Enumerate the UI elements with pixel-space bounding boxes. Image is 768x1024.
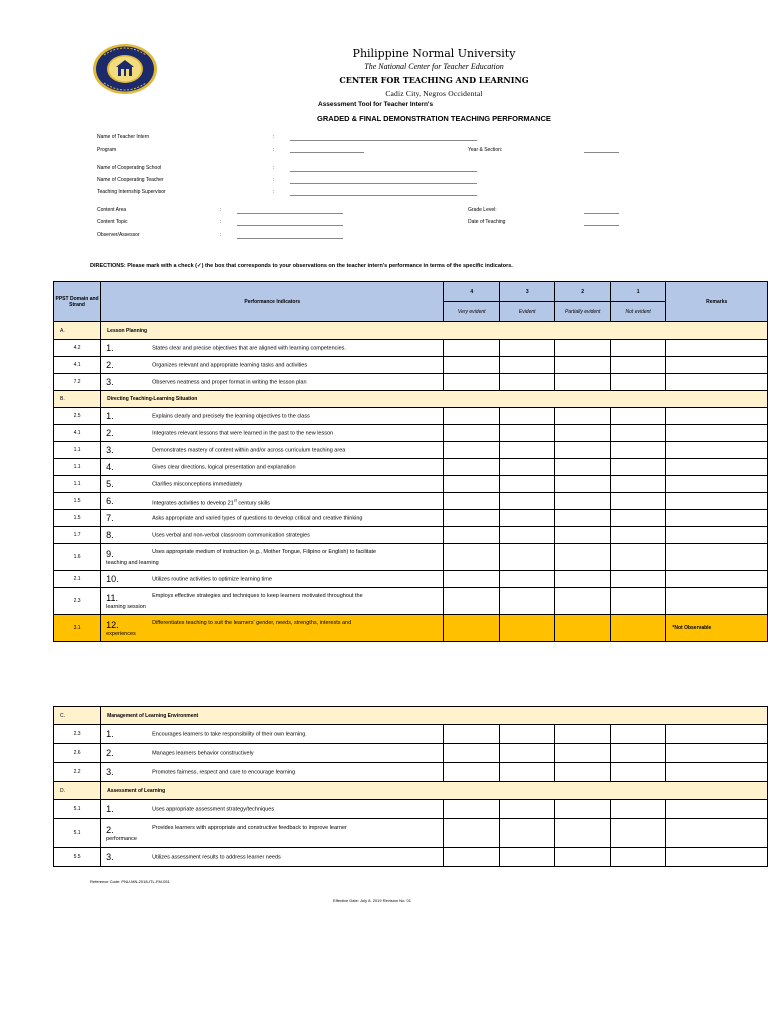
rating-cell-2[interactable] <box>555 763 610 782</box>
section-title: Management of Learning Environment <box>101 707 768 725</box>
indicator-text: Uses appropriate assessment strategy/techniques <box>152 806 275 813</box>
rating-cell-3[interactable] <box>499 744 554 763</box>
indicator-text: Differentiates teaching to suit the learners' gender, needs, strengths, interests and <box>152 620 352 626</box>
indicator-text: Provides learners with appropriate and constructive feedback to improve learner <box>152 825 347 831</box>
indicator-text: Manages learners behavior constructively <box>152 750 254 757</box>
rating-cell-2[interactable] <box>555 459 610 476</box>
rating-cell-1[interactable] <box>610 425 665 442</box>
rating-cell-1[interactable] <box>610 763 665 782</box>
table-row <box>54 571 768 588</box>
rating-cell-1[interactable] <box>610 459 665 476</box>
rating-cell-2[interactable] <box>555 571 610 588</box>
rating-cell-3[interactable] <box>499 459 554 476</box>
rating-cell-4[interactable] <box>444 571 499 588</box>
rating-cell-2[interactable] <box>555 615 610 642</box>
table-row <box>54 744 768 763</box>
remarks-cell[interactable] <box>666 357 768 374</box>
item-number: 1. <box>106 804 114 814</box>
section-b-row <box>54 391 768 408</box>
rating-cell-1[interactable] <box>610 493 665 510</box>
field-label-coop-teacher: Name of Cooperating Teacher <box>97 177 164 183</box>
remarks-cell[interactable] <box>666 819 768 848</box>
rating-cell-3[interactable] <box>499 357 554 374</box>
indicator-text: Observes neatness and proper format in writing the lesson plan <box>152 379 307 386</box>
university-seal-logo <box>92 43 158 95</box>
remarks-cell[interactable] <box>666 425 768 442</box>
rating-cell-3[interactable] <box>499 800 554 819</box>
section-d-row <box>54 782 768 800</box>
table-row <box>54 493 768 510</box>
table-row <box>54 544 768 571</box>
scale-2-header: 2 <box>555 282 610 302</box>
indicator-text-wrap: experiences <box>106 630 136 637</box>
item-number: 4. <box>106 462 114 472</box>
rating-cell-2[interactable] <box>555 493 610 510</box>
rating-cell-2[interactable] <box>555 425 610 442</box>
form-title: GRADED & FINAL DEMONSTRATION TEACHING PERFORMANCE <box>317 114 551 123</box>
item-number: 1. <box>106 411 114 421</box>
item-number: 12. <box>106 619 119 630</box>
table-row <box>54 340 768 357</box>
remarks-cell[interactable] <box>666 848 768 867</box>
ppst-code: 5.1 <box>54 800 101 819</box>
ppst-code: 1.5 <box>54 510 101 527</box>
ppst-code: 1.1 <box>54 442 101 459</box>
remarks-cell[interactable] <box>666 744 768 763</box>
performance-indicators-header: Performance Indicators <box>101 282 444 322</box>
rating-cell-4[interactable] <box>444 357 499 374</box>
indicator-text: Promotes fairness, respect and care to encourage learning <box>152 769 296 776</box>
effective-date: Effective Date: July 8, 2019 Revision No. 01 <box>333 898 411 903</box>
field-line-content-area[interactable] <box>237 213 343 214</box>
rating-cell-3[interactable] <box>499 588 554 615</box>
ppst-code: 7.2 <box>54 374 101 391</box>
center-title: CENTER FOR TEACHING AND LEARNING <box>339 75 529 85</box>
field-line-supervisor[interactable] <box>290 195 477 196</box>
remarks-cell[interactable]: *Not Observable <box>666 615 768 642</box>
table-row <box>54 357 768 374</box>
ppst-code: 1.1 <box>54 459 101 476</box>
field-line-grade-level[interactable] <box>584 213 619 214</box>
performance-table-part2 <box>53 706 768 867</box>
section-letter: D. <box>54 782 101 800</box>
field-colon: : <box>220 232 222 238</box>
field-label-year-section: Year & Section: <box>468 147 503 153</box>
field-line-intern-name[interactable] <box>290 140 477 141</box>
rating-cell-2[interactable] <box>555 800 610 819</box>
indicator-text: Uses appropriate medium of instruction (e.g., Mother Tongue, Filipino or English) to facilitate <box>152 549 377 555</box>
rating-cell-1[interactable] <box>610 527 665 544</box>
table-row-highlighted <box>54 615 768 642</box>
field-label-grade-level: Grade Level: <box>468 207 497 213</box>
performance-table-part1 <box>53 281 768 642</box>
section-letter: B. <box>54 391 101 408</box>
ppst-code: 1.1 <box>54 476 101 493</box>
field-colon: : <box>220 219 222 225</box>
item-number: 5. <box>106 479 114 489</box>
field-line-date-teaching[interactable] <box>584 225 619 226</box>
item-number: 8. <box>106 530 114 540</box>
rating-cell-3[interactable] <box>499 571 554 588</box>
ppst-code: 2.3 <box>54 588 101 615</box>
section-letter: A. <box>54 322 101 340</box>
ppst-header: PPST Domain and Strand <box>54 282 101 322</box>
rating-cell-3[interactable] <box>499 510 554 527</box>
remarks-cell[interactable] <box>666 459 768 476</box>
rating-cell-4[interactable] <box>444 763 499 782</box>
indicator-text: Gives clear directions, logical presentation and explanation <box>152 464 296 471</box>
city-location: Cadiz City, Negros Occidental <box>385 89 483 98</box>
ppst-code: 2.5 <box>54 408 101 425</box>
reference-code: Reference Code: PNU-MN-2018-ITL-FM-051 <box>90 879 170 884</box>
directions-text: DIRECTIONS: Please mark with a check (✓) the box that corresponds to your observations on the teacher intern's performance in terms of the specific indicators. <box>90 263 513 269</box>
field-colon: : <box>273 165 275 171</box>
rating-cell-3[interactable] <box>499 544 554 571</box>
rating-cell-1[interactable] <box>610 340 665 357</box>
rating-cell-4[interactable] <box>444 615 499 642</box>
rating-cell-3[interactable] <box>499 725 554 744</box>
field-line-program[interactable] <box>290 152 364 153</box>
field-colon: : <box>273 134 275 140</box>
rating-cell-1[interactable] <box>610 476 665 493</box>
item-number: 3. <box>106 852 114 862</box>
table-row <box>54 510 768 527</box>
remarks-cell[interactable] <box>666 510 768 527</box>
rating-cell-1[interactable] <box>610 374 665 391</box>
item-number: 6. <box>106 496 114 506</box>
remarks-cell[interactable] <box>666 374 768 391</box>
ppst-code: 1.7 <box>54 527 101 544</box>
indicator-text: Asks appropriate and varied types of questions to develop critical and creative thinking <box>152 515 363 522</box>
rating-cell-4[interactable] <box>444 476 499 493</box>
field-label-date-teaching: Date of Teaching <box>468 219 506 225</box>
table-row <box>54 819 768 848</box>
rating-cell-2[interactable] <box>555 819 610 848</box>
field-label-content-area: Content Area <box>97 207 127 213</box>
ppst-code: 4.2 <box>54 340 101 357</box>
field-colon: : <box>220 207 222 213</box>
rating-cell-4[interactable] <box>444 374 499 391</box>
remarks-cell[interactable] <box>666 800 768 819</box>
rating-cell-4[interactable] <box>444 527 499 544</box>
rating-cell-4[interactable] <box>444 819 499 848</box>
scale-evident-label: Evident <box>499 302 554 322</box>
rating-cell-3[interactable] <box>499 763 554 782</box>
indicator-text-wrap: learning session <box>106 603 146 610</box>
rating-cell-3[interactable] <box>499 476 554 493</box>
field-label-program: Program <box>97 147 117 153</box>
rating-cell-1[interactable] <box>610 571 665 588</box>
field-line-year-section[interactable] <box>584 152 619 153</box>
rating-cell-3[interactable] <box>499 819 554 848</box>
ppst-code: 4.1 <box>54 425 101 442</box>
rating-cell-3[interactable] <box>499 340 554 357</box>
item-number: 3. <box>106 377 114 387</box>
rating-cell-2[interactable] <box>555 510 610 527</box>
ppst-code: 2.1 <box>54 571 101 588</box>
rating-cell-3[interactable] <box>499 408 554 425</box>
rating-cell-1[interactable] <box>610 744 665 763</box>
rating-cell-4[interactable] <box>444 442 499 459</box>
remarks-cell[interactable] <box>666 571 768 588</box>
rating-cell-3[interactable] <box>499 425 554 442</box>
item-number: 2. <box>106 360 114 370</box>
item-number: 1. <box>106 343 114 353</box>
section-title: Directing Teaching-Learning Situation <box>101 391 768 408</box>
field-line-coop-teacher[interactable] <box>290 183 477 184</box>
remarks-cell[interactable] <box>666 763 768 782</box>
indicator-text: Demonstrates mastery of content within and/or across curriculum teaching area <box>152 447 346 454</box>
field-label-coop-school: Name of Cooperating School <box>97 165 162 171</box>
field-line-coop-school[interactable] <box>290 171 477 172</box>
rating-cell-2[interactable] <box>555 357 610 374</box>
scale-not-evident-label: Not evident <box>610 302 665 322</box>
indicator-text: Clarifies misconceptions immediately <box>152 481 243 488</box>
ppst-code: 1.6 <box>54 544 101 571</box>
scale-very-evident-label: Very evident <box>444 302 499 322</box>
rating-cell-2[interactable] <box>555 744 610 763</box>
scale-3-header: 3 <box>499 282 554 302</box>
indicator-text-wrap: performance <box>106 835 137 842</box>
rating-cell-1[interactable] <box>610 588 665 615</box>
rating-cell-1[interactable] <box>610 615 665 642</box>
rating-cell-2[interactable] <box>555 848 610 867</box>
indicator-text: Utilizes routine activities to optimize learning time <box>152 576 272 583</box>
table-row <box>54 442 768 459</box>
remarks-cell[interactable] <box>666 442 768 459</box>
section-c-row <box>54 707 768 725</box>
field-colon: : <box>273 147 275 153</box>
remarks-header: Remarks <box>666 282 768 322</box>
rating-cell-4[interactable] <box>444 459 499 476</box>
section-letter: C. <box>54 707 101 725</box>
rating-cell-1[interactable] <box>610 725 665 744</box>
indicator-text: Organizes relevant and appropriate learning tasks and activities <box>152 362 308 369</box>
indicator-text: States clear and precise objectives that are aligned with learning competencies. <box>152 345 346 352</box>
rating-cell-4[interactable] <box>444 510 499 527</box>
field-label-observer: Observer/Assessor <box>97 232 140 238</box>
rating-cell-4[interactable] <box>444 725 499 744</box>
item-number: 3. <box>106 445 114 455</box>
field-line-observer[interactable] <box>237 238 343 239</box>
scale-4-header: 4 <box>444 282 499 302</box>
rating-cell-1[interactable] <box>610 510 665 527</box>
rating-cell-2[interactable] <box>555 442 610 459</box>
remarks-cell[interactable] <box>666 340 768 357</box>
table-row <box>54 588 768 615</box>
ppst-code: 2.6 <box>54 744 101 763</box>
indicator-text: Explains clearly and precisely the learning objectives to the class <box>152 413 310 420</box>
rating-cell-1[interactable] <box>610 408 665 425</box>
rating-cell-4[interactable] <box>444 408 499 425</box>
rating-cell-1[interactable] <box>610 819 665 848</box>
ppst-code: 4.1 <box>54 357 101 374</box>
item-number: 7. <box>106 513 114 523</box>
rating-cell-2[interactable] <box>555 544 610 571</box>
rating-cell-4[interactable] <box>444 425 499 442</box>
rating-cell-1[interactable] <box>610 848 665 867</box>
scale-partially-evident-label: Partially evident <box>555 302 610 322</box>
remarks-cell[interactable] <box>666 408 768 425</box>
section-a-row <box>54 322 768 340</box>
rating-cell-2[interactable] <box>555 588 610 615</box>
item-number: 9. <box>106 548 114 559</box>
field-line-content-topic[interactable] <box>237 225 343 226</box>
rating-cell-2[interactable] <box>555 476 610 493</box>
assessment-tool-label: Assessment Tool for Teacher Intern's <box>318 101 434 108</box>
field-label-supervisor: Teaching Internship Supervisor <box>97 189 166 195</box>
rating-cell-4[interactable] <box>444 800 499 819</box>
rating-cell-4[interactable] <box>444 493 499 510</box>
rating-cell-3[interactable] <box>499 848 554 867</box>
indicator-text: Uses verbal and non-verbal classroom communication strategies <box>152 532 310 539</box>
ppst-code: 2.2 <box>54 763 101 782</box>
table-row <box>54 725 768 744</box>
table-row <box>54 374 768 391</box>
item-number: 2. <box>106 428 114 438</box>
indicator-text-wrap: teaching and learning <box>106 559 159 566</box>
remarks-cell[interactable] <box>666 527 768 544</box>
ppst-code: 5.5 <box>54 848 101 867</box>
table-row <box>54 763 768 782</box>
rating-cell-2[interactable] <box>555 374 610 391</box>
rating-cell-3[interactable] <box>499 527 554 544</box>
remarks-cell[interactable] <box>666 476 768 493</box>
rating-cell-1[interactable] <box>610 544 665 571</box>
rating-cell-2[interactable] <box>555 340 610 357</box>
ppst-code: 2.3 <box>54 725 101 744</box>
field-label-intern-name: Name of Teacher Intern <box>97 134 150 140</box>
rating-cell-1[interactable] <box>610 800 665 819</box>
item-number: 2. <box>106 824 114 835</box>
table-row <box>54 848 768 867</box>
rating-cell-1[interactable] <box>610 442 665 459</box>
rating-cell-1[interactable] <box>610 357 665 374</box>
table-row <box>54 527 768 544</box>
item-number: 3. <box>106 767 114 777</box>
rating-cell-4[interactable] <box>444 848 499 867</box>
table-row <box>54 425 768 442</box>
item-number: 10. <box>106 574 119 584</box>
rating-cell-3[interactable] <box>499 615 554 642</box>
remarks-cell[interactable] <box>666 588 768 615</box>
indicator-text: Utilizes assessment results to address learner needs <box>152 854 281 861</box>
rating-cell-2[interactable] <box>555 408 610 425</box>
field-colon: : <box>273 189 275 195</box>
indicator-text: Encourages learners to take responsibility of their own learning. <box>152 731 307 738</box>
rating-cell-2[interactable] <box>555 527 610 544</box>
table-row <box>54 476 768 493</box>
item-number: 1. <box>106 729 114 739</box>
field-label-content-topic: Content Topic <box>97 219 128 225</box>
remarks-cell[interactable] <box>666 544 768 571</box>
rating-cell-4[interactable] <box>444 744 499 763</box>
item-number: 2. <box>106 748 114 758</box>
indicator-text: Integrates activities to develop 21st century skills <box>152 497 270 507</box>
table-row <box>54 800 768 819</box>
rating-cell-3[interactable] <box>499 374 554 391</box>
national-center-subtitle: The National Center for Teacher Education <box>364 62 504 71</box>
rating-cell-3[interactable] <box>499 442 554 459</box>
remarks-cell[interactable] <box>666 725 768 744</box>
indicator-text: Integrates relevant lessons that were learned in the past to the new lesson <box>152 430 334 437</box>
section-title: Assessment of Learning <box>101 782 768 800</box>
item-number: 11. <box>106 592 118 603</box>
rating-cell-3[interactable] <box>499 493 554 510</box>
rating-cell-2[interactable] <box>555 725 610 744</box>
rating-cell-4[interactable] <box>444 588 499 615</box>
ppst-code: 1.5 <box>54 493 101 510</box>
indicator-text: Employs effective strategies and techniques to keep learners motivated throughout the <box>152 593 363 599</box>
university-name: Philippine Normal University <box>352 47 516 60</box>
rating-cell-4[interactable] <box>444 544 499 571</box>
table-row <box>54 459 768 476</box>
table-row <box>54 408 768 425</box>
section-title: Lesson Planning <box>101 322 768 340</box>
field-colon: : <box>273 177 275 183</box>
rating-cell-4[interactable] <box>444 340 499 357</box>
scale-1-header: 1 <box>610 282 665 302</box>
remarks-cell[interactable] <box>666 493 768 510</box>
ppst-code: 3.1 <box>54 615 101 642</box>
ppst-code: 5.1 <box>54 819 101 848</box>
